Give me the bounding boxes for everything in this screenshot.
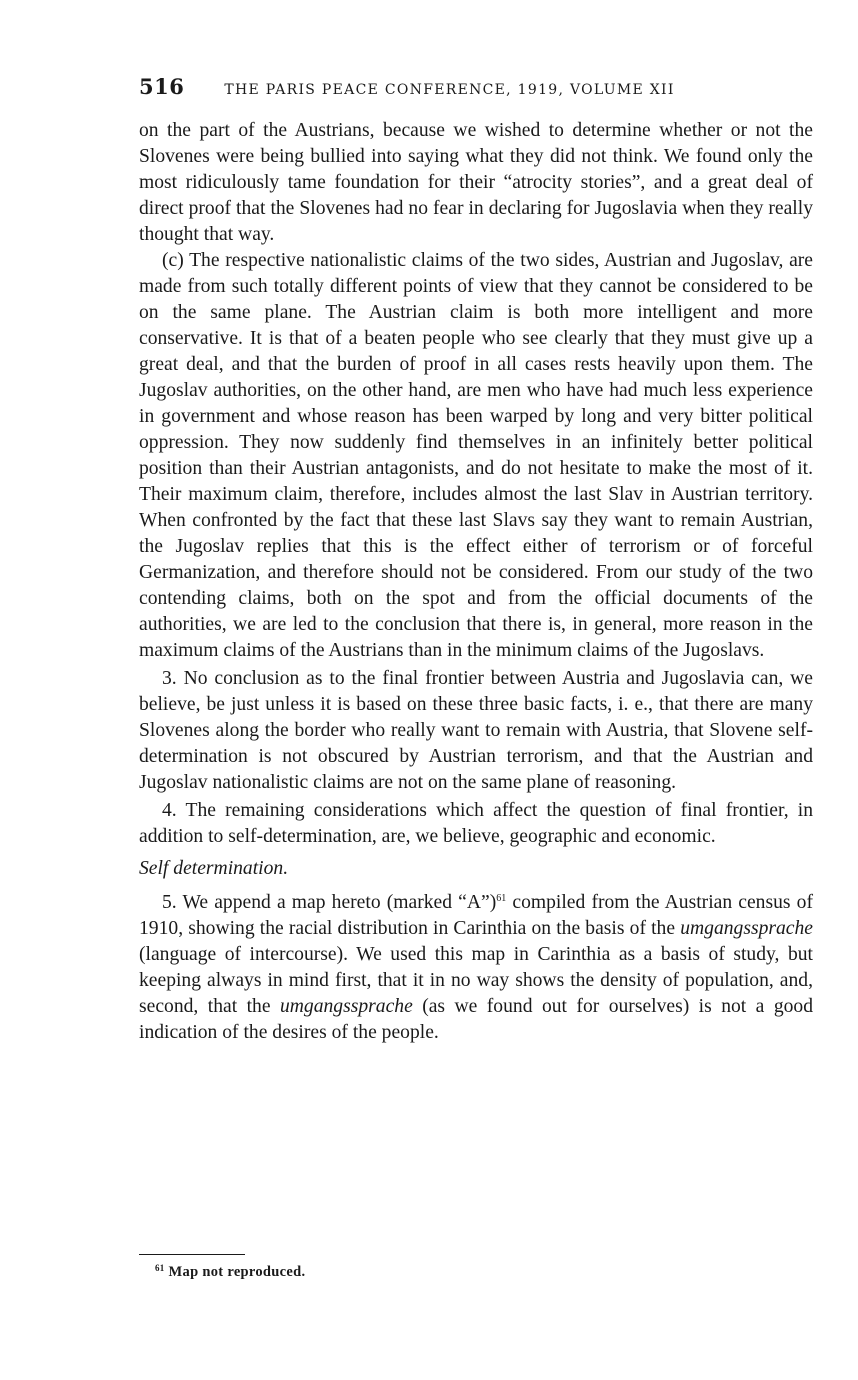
body-text bbox=[139, 118, 813, 1046]
paragraph-5-text-a: 5. We append a map hereto (marked “A”) bbox=[162, 892, 497, 913]
italic-term: umgangssprache bbox=[680, 918, 813, 939]
italic-term: umgangssprache bbox=[279, 996, 413, 1017]
footnote-mark: 61 bbox=[155, 1263, 165, 1273]
footnote bbox=[155, 1264, 305, 1281]
footnote-divider bbox=[139, 1254, 245, 1255]
paragraph-5-text-b: compiled from the Austrian census of 1910, showing the racial distribution in Carinthia on the basis of the bbox=[139, 892, 813, 939]
paragraph-c-text: The respective nationalistic claims of the two sides, Austrian and Jugoslav, are made from such totally different points of view that they cannot be considered to be on the same plane. The Austrian claim is both more intelligent and more conservative. It is that of a beaten people who see clearly that they must give up a great deal, and that the burden of proof in all cases rests heavily upon them. The Jugoslav authorities, on the other hand, are men who have had much less experience in government and whose reason has been warped by long and very bitter political oppression. They now suddenly find themselves in an infinitely better political position than their Austrian antagonists, and do not hesitate to make the most of it. Their maximum claim, therefore, includes almost the last Slav in Austrian territory. When confronted by the fact that these last Slavs say they want to remain Austrian, the Jugoslav replies that this is the effect either of terrorism or of forceful Germanization, and therefore should not be considered. From our study of the two contending claims, both on the spot and from the official documents of the authorities, we are led to the conclusion that there is, in general, more reason in the maximum claims of the Austrians than in the minimum claims of the Jugoslavs. bbox=[139, 250, 813, 661]
footnote-reference[interactable]: 61 bbox=[496, 893, 507, 904]
paragraph-continuation: on the part of the Austrians, because we wished to determine whether or not the Slovenes were being bullied into saying what they did not think. We found only the most ridiculously tame foundation for their “atrocity stories”, and a great deal of direct proof that the Slovenes had no fear in declaring for Jugoslavia when they really thought that way. bbox=[139, 120, 813, 245]
paragraph-3: 3. No conclusion as to the final frontier between Austria and Jugoslavia can, we believe, be just unless it is based on these three basic facts, i. e., that there are many Slovenes along the border who really want to remain with Austria, that Slovene self-determination is not obscured by Austrian terrorism, and that the Austrian and Jugoslav nationalistic claims are not on the same plane of reasoning. bbox=[139, 668, 813, 793]
footnote-text: Map not reproduced. bbox=[168, 1264, 306, 1280]
paragraph-5 bbox=[139, 890, 813, 1046]
paragraph-c bbox=[139, 248, 813, 664]
page-header bbox=[139, 74, 813, 104]
paragraph-4: 4. The remaining considerations which affect the question of final frontier, in addition to self-determination, are, we believe, geographic and economic. bbox=[139, 800, 813, 847]
paragraph-5-text-d: (as we found out for ourselves) is not a good indication of the desires of the people. bbox=[139, 996, 814, 1043]
paragraph-5-text-c: (language of intercourse). We used this map in Carinthia as a basis of study, but keeping always in mind first, that it in no way shows the density of population, and, second, that the bbox=[139, 944, 813, 1017]
section-heading: Self determination. bbox=[139, 858, 289, 879]
paragraph-c-label: (c) bbox=[162, 250, 184, 271]
page-number: 516 bbox=[139, 74, 185, 99]
running-title: THE PARIS PEACE CONFERENCE, 1919, VOLUME XII bbox=[224, 82, 675, 98]
